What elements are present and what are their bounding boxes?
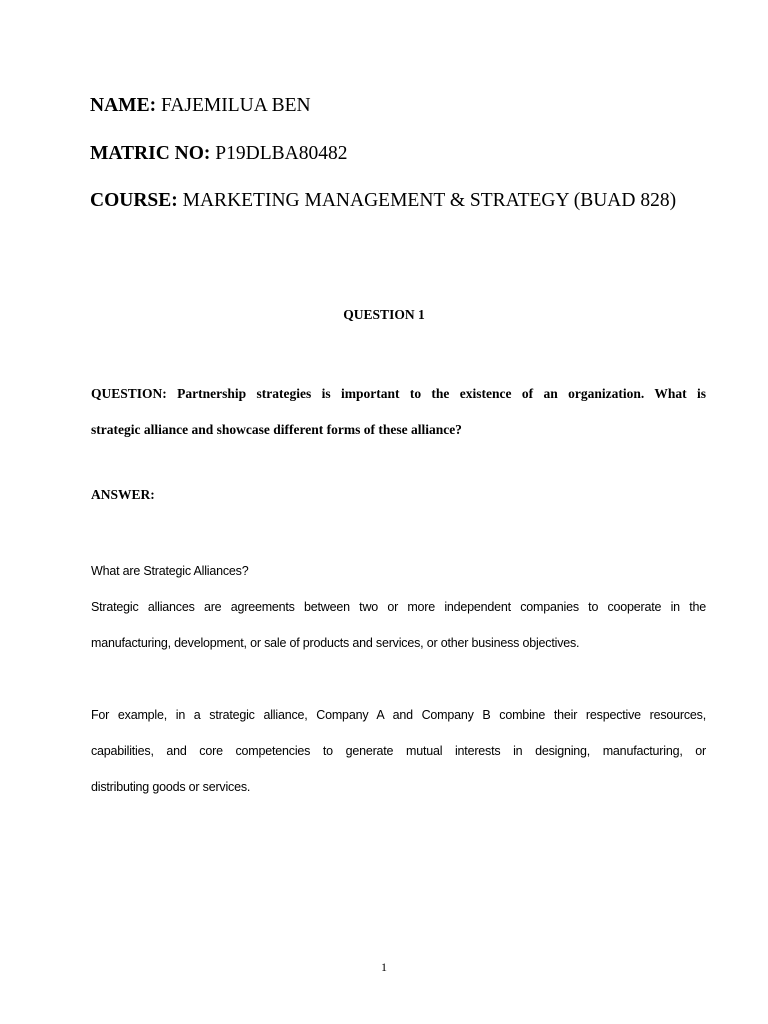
course-label: COURSE: <box>90 190 178 211</box>
paragraph-line: Strategic alliances are agreements between two or more independent companies to cooperate in the <box>91 600 706 614</box>
definition-paragraph <box>91 589 706 661</box>
student-name-line <box>90 95 311 117</box>
answer-label: ANSWER: <box>91 487 155 502</box>
page-number: 1 <box>381 960 387 974</box>
paragraph-line: capabilities, and core competencies to generate mutual interests in designing, manufacturing, or <box>91 744 706 758</box>
paragraph-line: distributing goods or services. <box>91 780 251 794</box>
name-label: NAME: <box>90 95 157 116</box>
matric-number-line <box>90 143 347 165</box>
matric-value: P19DLBA80482 <box>215 143 348 164</box>
subheading-text: What are Strategic Alliances? <box>91 564 249 578</box>
answer-subheading <box>91 553 706 589</box>
example-paragraph <box>91 697 706 805</box>
question-line: strategic alliance and showcase different forms of these alliance? <box>91 422 462 437</box>
course-line <box>90 190 676 212</box>
question-line: QUESTION: Partnership strategies is important to the existence of an organization. What is <box>91 386 706 401</box>
question-heading: QUESTION 1 <box>343 307 425 322</box>
name-value: FAJEMILUA BEN <box>160 95 311 116</box>
course-value: MARKETING MANAGEMENT & STRATEGY (BUAD 828) <box>182 190 677 211</box>
paragraph-line: manufacturing, development, or sale of products and services, or other business objectives. <box>91 636 580 650</box>
question-text <box>91 376 706 448</box>
matric-label: MATRIC NO: <box>90 143 211 164</box>
paragraph-line: For example, in a strategic alliance, Company A and Company B combine their respective resources, <box>91 708 706 722</box>
